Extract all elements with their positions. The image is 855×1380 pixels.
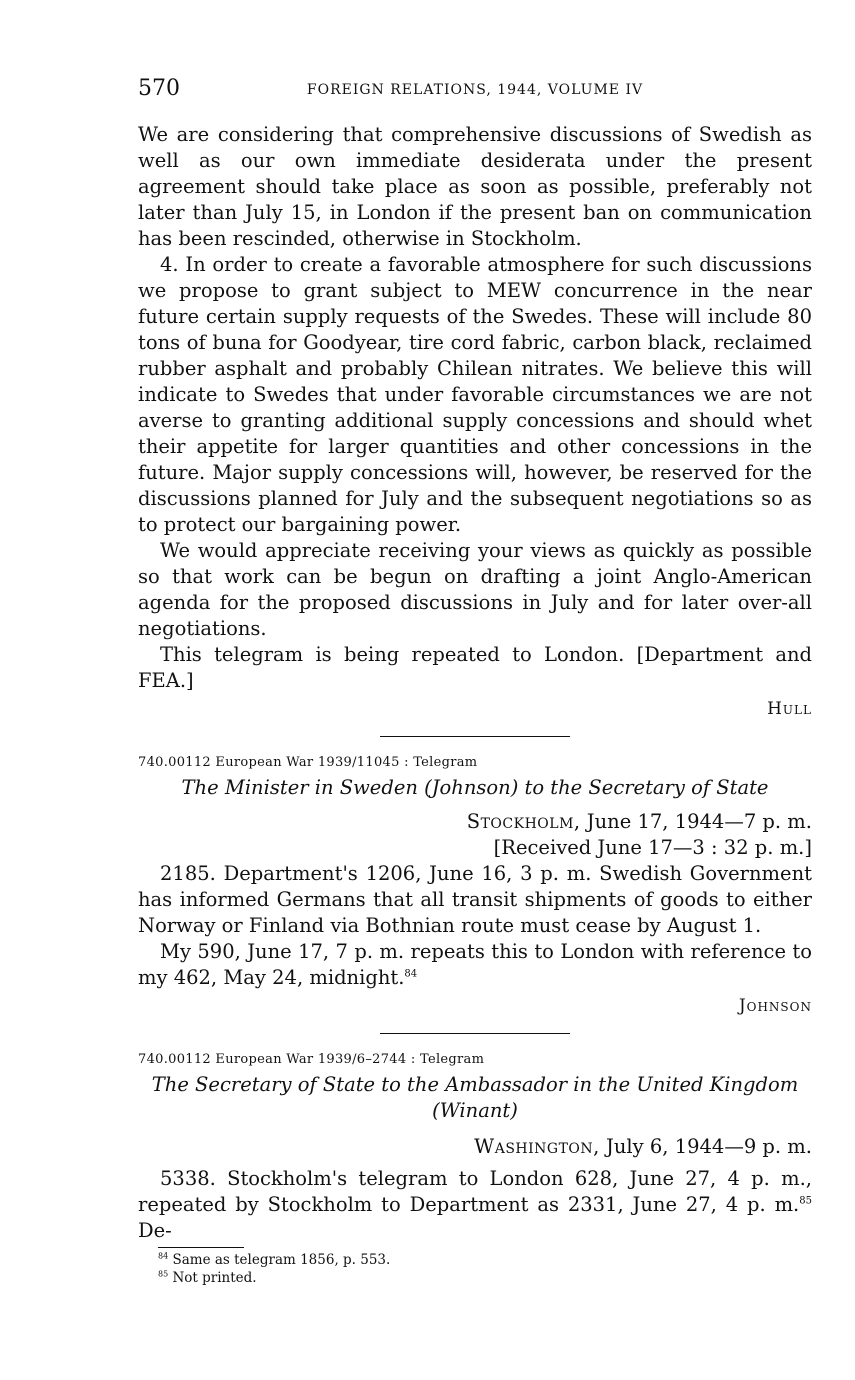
footnote-marker: 85	[799, 1195, 812, 1207]
running-head	[138, 76, 812, 106]
paragraph-5338-tail: De-	[138, 1219, 172, 1242]
paragraph-5338-text: 5338. Stockholm's telegram to London 628, June 27, 4 p. m., repeated by Stockholm to Department as 2331, June 27, 4 p. m.	[138, 1167, 812, 1216]
paragraph-my-590-text: My 590, June 17, 7 p. m. repeats this to London with reference to my 462, May 24, midnight.	[138, 940, 812, 989]
dateline	[138, 809, 812, 835]
signature-hull: Hull	[767, 699, 812, 719]
document-title: The Minister in Sweden (Johnson) to the Secretary of State	[181, 776, 769, 799]
section-divider	[380, 1033, 570, 1034]
footnote-text: Same as telegram 1856, p. 553.	[168, 1252, 391, 1268]
paragraph-my-590	[138, 939, 812, 991]
paragraph-point-4: 4. In order to create a favorable atmosphere for such discussions we propose to grant subject to MEW concurrence in the near future certain supply requests of the Swedes. These will include 80 tons of buna for Goodyear, tire cord fabric, carbon black, reclaimed rubber asphalt and probably Chilean nitrates. We believe this will indicate to Swedes that under favorable circumstances we are not averse to granting additional supply concessions and should whet their appetite for larger quantities and other concessions in the future. Major supply concessions will, however, be reserved for the discussions planned for July and the subsequent negotiations so as to protect our bargaining power.	[138, 253, 812, 536]
paragraph-2185: 2185. Department's 1206, June 16, 3 p. m. Swedish Government has informed Germans that all transit shipments of goods to either Norway or Finland via Bothnian route must cease by August 1.	[138, 862, 812, 937]
dateline-place: Washington,	[474, 1135, 600, 1158]
signature-johnson: Johnson	[738, 996, 812, 1016]
dateline-date: June 17, 1944—7 p. m.	[580, 810, 812, 833]
dateline-place: Stockholm,	[466, 810, 581, 833]
footnote-text: Not printed.	[168, 1270, 257, 1286]
document-page	[138, 76, 812, 1244]
footnote-mark: 85	[158, 1269, 169, 1279]
document-title-line: (Winant)	[432, 1099, 518, 1122]
paragraph-desiderata: We are considering that comprehensive discussions of Swedish as well as our own immediate desiderata under the present agreement should take place as soon as possible, preferably not later than July 15, in London if the present ban on communication has been rescinded, otherwise in Stockholm.	[138, 123, 812, 250]
footnotes	[158, 1247, 658, 1287]
paragraph-repeated: This telegram is being repeated to London. [Department and FEA.]	[138, 643, 812, 692]
document-title-line: The Secretary of State to the Ambassador in the United Kingdom	[151, 1073, 799, 1096]
section-divider	[380, 736, 570, 737]
paragraph-views: We would appreciate receiving your views as quickly as possible so that work can be begun on drafting a joint Anglo-American agenda for the proposed discussions in July and for later over-all negotiations.	[138, 539, 812, 640]
footnote-84	[158, 1251, 658, 1269]
page-number: 570	[138, 76, 180, 101]
file-reference: 740.00112 European War 1939/11045 : Telegram	[138, 755, 478, 770]
footnote-rule	[158, 1247, 244, 1248]
dateline-date: July 6, 1944—9 p. m.	[599, 1135, 812, 1158]
footnote-marker: 84	[404, 968, 418, 980]
document-title	[138, 1072, 812, 1124]
file-reference: 740.00112 European War 1939/6–2744 : Telegram	[138, 1052, 485, 1067]
paragraph-5338	[138, 1166, 812, 1244]
received-line: [Received June 17—3 : 32 p. m.]	[493, 836, 812, 859]
running-title: FOREIGN RELATIONS, 1944, VOLUME IV	[306, 82, 644, 98]
footnote-85	[158, 1269, 658, 1287]
dateline	[138, 1134, 812, 1160]
footnote-mark: 84	[158, 1251, 169, 1261]
